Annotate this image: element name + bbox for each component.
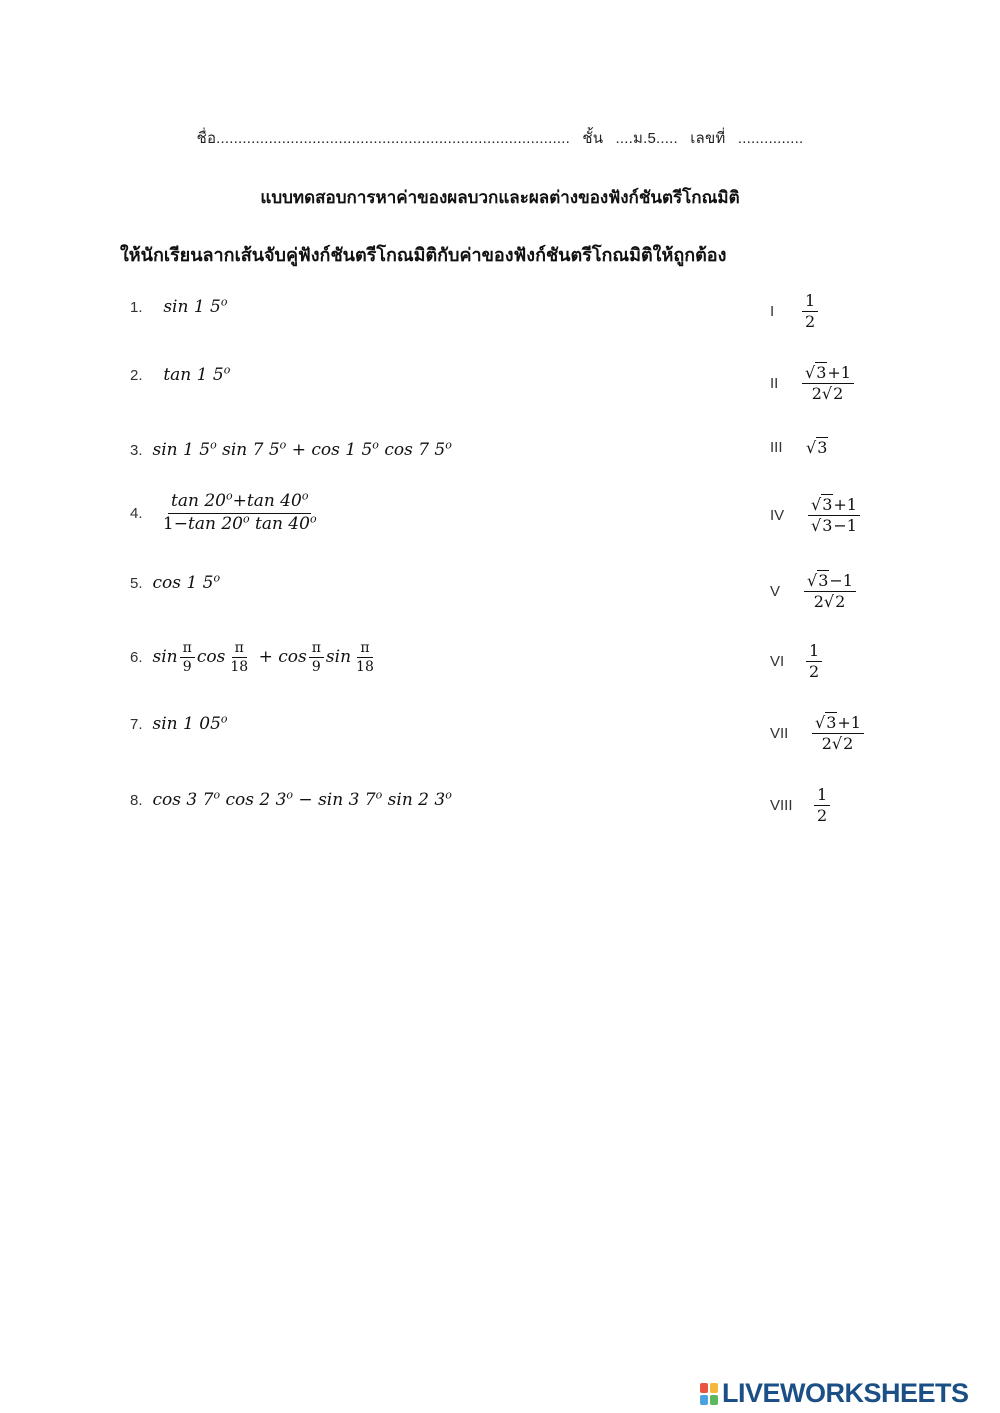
answer-III: III √3 [770, 438, 828, 457]
answer-VI: VI $\frac{1}{2}$ [770, 642, 824, 682]
name-field: ชื่อ................................................................................. [196, 130, 570, 147]
answer-VII: VII $\frac{√3+1}{2√2}$ [770, 714, 866, 754]
question-7: 7. sin 1 05$^o$ [130, 712, 228, 734]
answer-I: I $\frac{1}{2}$ [770, 292, 820, 332]
liveworksheets-logo [700, 1378, 969, 1409]
answer-VIII: VIII $\frac{1}{2}$ [770, 786, 832, 826]
question-2: 2. tan 1 5$^o$ [130, 363, 231, 385]
liveworksheets-icon [700, 1383, 718, 1405]
answer-V: V $\frac{√3-1}{2√2}$ [770, 572, 858, 612]
question-8: 8. cos 3 7$^o$ cos 2 3$^o$ − sin 3 7$^o$ sin 2 3$^o$ [130, 788, 452, 810]
answer-II: II $\frac{√3+1}{2√2}$ [770, 364, 856, 404]
question-6: 6. sin $\frac{\pi}{9}$ cos $\frac{\pi}{18}$ + cos $\frac{\pi}{9}$ sin $\frac{\pi}{18}$ [130, 640, 374, 676]
question-4-fraction: $\frac{\tan 20^o+\tan 40^o}{1-\tan 20^o \tan 40^o}$ [162, 489, 317, 534]
answer-IV: IV $\frac{√3+1}{√3-1}$ [770, 496, 862, 536]
question-1: 1. sin 1 5$^o$ [130, 295, 228, 317]
question-5: 5. cos 1 5$^o$ [130, 571, 221, 593]
question-4: 4. $\frac{\tan 20^o+\tan 40^o}{1-\tan 20^o \tan 40^o}$ [130, 492, 322, 534]
class-label: ชั้น [582, 130, 604, 147]
instruction-text: ให้นักเรียนลากเส้นจับคู่ฟังก์ชันตรีโกณมิติกับค่าของฟังก์ชันตรีโกณมิติให้ถูกต้อง [120, 245, 727, 265]
question-3: 3. sin 1 5$^o$ sin 7 5$^o$ + cos 1 5$^o$ cos 7 5$^o$ [130, 438, 452, 460]
class-value: ....ม.5..... [615, 130, 678, 147]
number-value: ............... [737, 130, 804, 147]
number-label: เลขที่ [690, 130, 726, 147]
student-info-line [0, 126, 1000, 150]
worksheet-title: แบบทดสอบการหาค่าของผลบวกและผลต่างของฟังก์ชันตรีโกณมิติ [260, 188, 740, 207]
logo-text: LIVEWORKSHEETS [722, 1378, 969, 1408]
